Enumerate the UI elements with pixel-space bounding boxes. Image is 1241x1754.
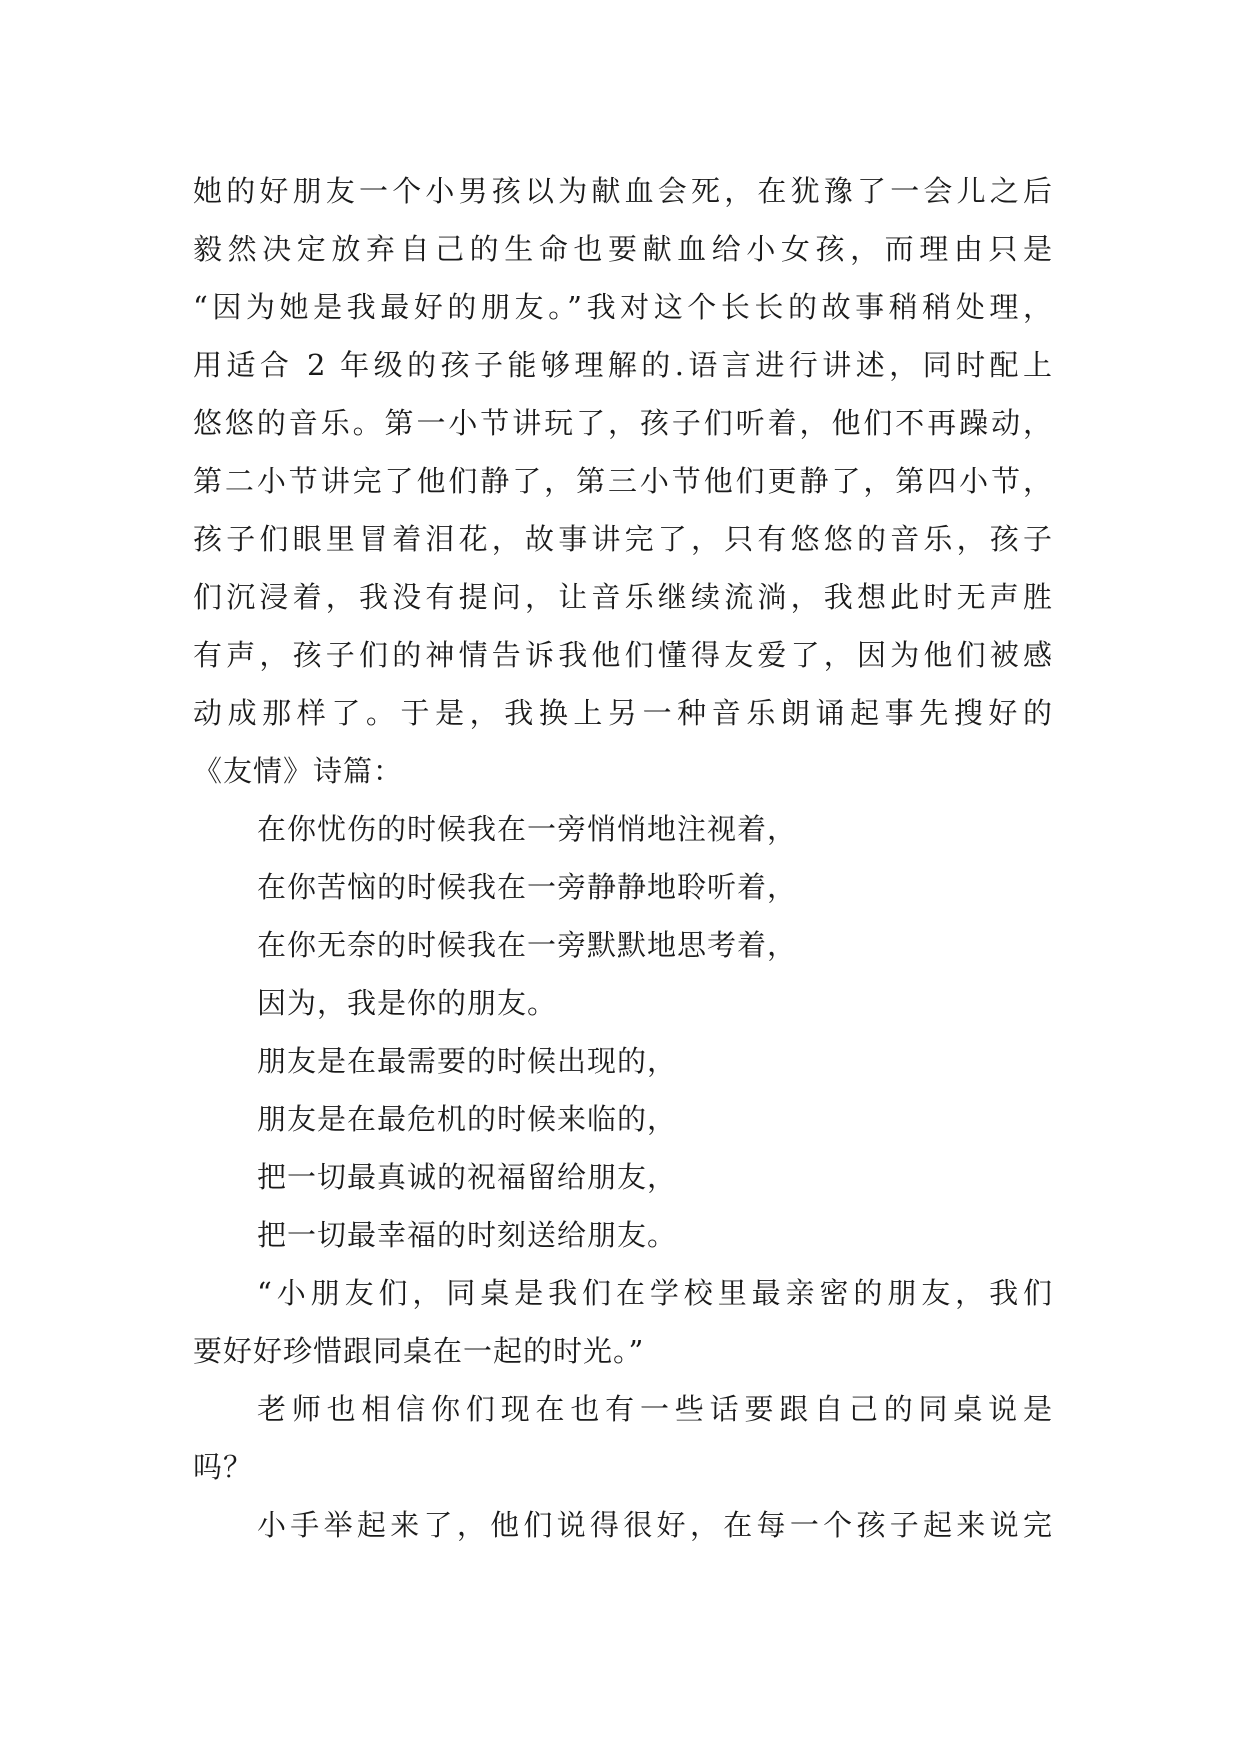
paragraph-ending: [193, 1496, 1053, 1554]
text-line: 她的好朋友一个小男孩以为献血会死，在犹豫了一会儿之后: [193, 174, 1053, 208]
poem-line: 朋友是在最危机的时候来临的，: [257, 1102, 678, 1136]
paragraph-question: [193, 1380, 1053, 1496]
paragraph-story: [193, 162, 1053, 800]
text-line: “因为她是我最好的朋友。”我对这个长长的故事稍稍处理，: [193, 290, 1053, 324]
text-line: 吗？: [193, 1450, 254, 1484]
text-line: 第二小节讲完了他们静了，第三小节他们更静了，第四小节，: [193, 464, 1053, 498]
document-body: [193, 162, 1053, 1554]
poem-line: 朋友是在最需要的时候出现的，: [257, 1044, 678, 1078]
text-line: 小手举起来了，他们说得很好，在每一个孩子起来说完: [257, 1508, 1053, 1542]
poem-line: 在你无奈的时候我在一旁默默地思考着，: [257, 928, 798, 962]
poem-line: 把一切最真诚的祝福留给朋友，: [257, 1160, 678, 1194]
text-line: 悠悠的音乐。第一小节讲玩了，孩子们听着，他们不再躁动，: [193, 406, 1053, 440]
text-line: 《友情》诗篇：: [193, 754, 404, 788]
poem-line: 在你忧伤的时候我在一旁悄悄地注视着，: [257, 812, 798, 846]
text-line: 动成那样了。于是，我换上另一种音乐朗诵起事先搜好的: [193, 696, 1053, 730]
text-line: 有声，孩子们的神情告诉我他们懂得友爱了，因为他们被感: [193, 638, 1053, 672]
poem-line: 在你苦恼的时候我在一旁静静地聆听着，: [257, 870, 798, 904]
text-line: 要好好珍惜跟同桌在一起的时光。”: [193, 1334, 645, 1368]
poem-block: [193, 800, 1053, 1264]
text-line: 用适合 2 年级的孩子能够理解的.语言进行讲述，同时配上: [193, 348, 1053, 382]
text-line: 老师也相信你们现在也有一些话要跟自己的同桌说是: [257, 1392, 1053, 1426]
text-line: 们沉浸着，我没有提问，让音乐继续流淌，我想此时无声胜: [193, 580, 1053, 614]
text-line: 毅然决定放弃自己的生命也要献血给小女孩，而理由只是: [193, 232, 1053, 266]
text-line: 孩子们眼里冒着泪花，故事讲完了，只有悠悠的音乐，孩子: [193, 522, 1053, 556]
poem-line: 把一切最幸福的时刻送给朋友。: [257, 1218, 678, 1252]
paragraph-quote: [193, 1264, 1053, 1380]
poem-line: 因为，我是你的朋友。: [257, 986, 558, 1020]
text-line: “小朋友们，同桌是我们在学校里最亲密的朋友，我们: [257, 1276, 1053, 1310]
